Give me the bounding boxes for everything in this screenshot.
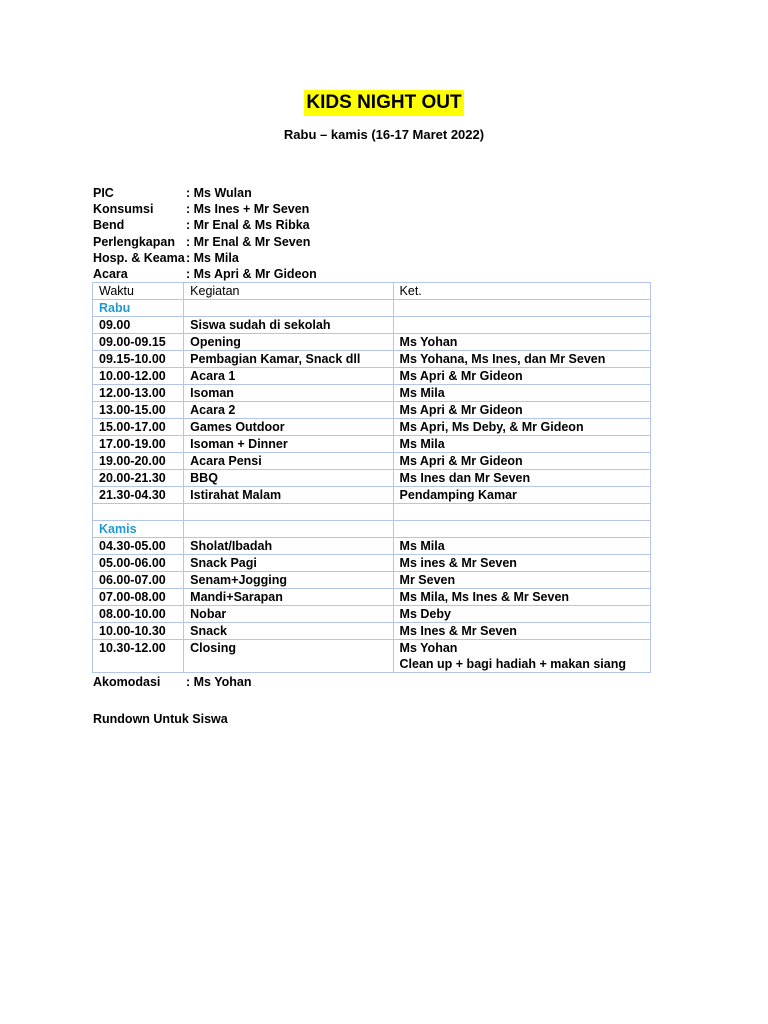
activity-cell: Isoman [184, 385, 393, 402]
time-cell: 08.00-10.00 [93, 606, 184, 623]
after-table [93, 674, 252, 726]
day-row [93, 521, 651, 538]
col-header-ket: Ket. [393, 283, 650, 300]
note-cell: Pendamping Kamar [393, 487, 650, 504]
note-cell [393, 640, 650, 673]
col-header-kegiatan: Kegiatan [184, 283, 393, 300]
activity-cell: Snack [184, 623, 393, 640]
table-row [93, 555, 651, 572]
activity-cell: Mandi+Sarapan [184, 589, 393, 606]
table-row [93, 572, 651, 589]
activity-cell: Isoman + Dinner [184, 436, 393, 453]
table-row [93, 623, 651, 640]
time-cell: 04.30-05.00 [93, 538, 184, 555]
note-cell: Ms Yohan [393, 334, 650, 351]
time-cell: 10.00-12.00 [93, 368, 184, 385]
table-row [93, 538, 651, 555]
pic-value: : Ms Ines + Mr Seven [186, 202, 310, 217]
pic-role: Konsumsi [93, 202, 154, 217]
table-row [93, 419, 651, 436]
table-row [93, 334, 651, 351]
pic-role: Perlengkapan [93, 234, 175, 249]
time-cell: 19.00-20.00 [93, 453, 184, 470]
pic-role: Akomodasi [93, 675, 161, 689]
time-cell: 15.00-17.00 [93, 419, 184, 436]
time-cell: 10.00-10.30 [93, 623, 184, 640]
time-cell: 10.30-12.00 [93, 640, 184, 673]
akomodasi-row [93, 674, 252, 690]
time-cell: 09.15-10.00 [93, 351, 184, 368]
pic-row [93, 266, 317, 282]
note-cell: Mr Seven [393, 572, 650, 589]
note-cell: Ms Deby [393, 606, 650, 623]
activity-cell: Acara 2 [184, 402, 393, 419]
table-row [93, 368, 651, 385]
pic-role: Acara [93, 266, 128, 281]
pic-role: PIC [93, 186, 114, 200]
activity-cell: Acara 1 [184, 368, 393, 385]
pic-row [93, 201, 317, 217]
note-cell: Ms Apri, Ms Deby, & Mr Gideon [393, 419, 650, 436]
note-cell: Ms ines & Mr Seven [393, 555, 650, 572]
note-cell: Ms Yohana, Ms Ines, dan Mr Seven [393, 351, 650, 368]
time-cell: 13.00-15.00 [93, 402, 184, 419]
activity-cell: Snack Pagi [184, 555, 393, 572]
note-cell: Ms Apri & Mr Gideon [393, 368, 650, 385]
table-row [93, 640, 651, 673]
time-cell: 17.00-19.00 [93, 436, 184, 453]
activity-cell: Istirahat Malam [184, 487, 393, 504]
pic-list [93, 185, 317, 282]
table-row [93, 606, 651, 623]
table-row [93, 470, 651, 487]
table-row [93, 402, 651, 419]
note-cell: Ms Mila [393, 538, 650, 555]
activity-cell: Games Outdoor [184, 419, 393, 436]
date-subtitle: Rabu – kamis (16-17 Maret 2022) [283, 127, 485, 142]
pic-value: : Mr Enal & Ms Ribka [186, 218, 310, 233]
note-cell: Ms Ines dan Mr Seven [393, 470, 650, 487]
activity-cell: Pembagian Kamar, Snack dll [184, 351, 393, 368]
activity-cell: Siswa sudah di sekolah [184, 317, 393, 334]
table-row [93, 487, 651, 504]
spacer-row [93, 504, 651, 521]
note-line: Clean up + bagi hadiah + makan siang [399, 657, 626, 671]
note-cell: Ms Apri & Mr Gideon [393, 453, 650, 470]
time-cell: 07.00-08.00 [93, 589, 184, 606]
day-row [93, 300, 651, 317]
pic-row [93, 217, 317, 233]
note-cell: Ms Mila, Ms Ines & Mr Seven [393, 589, 650, 606]
footer-text: Rundown Untuk Siswa [93, 712, 228, 727]
col-header-waktu: Waktu [93, 283, 184, 300]
note-cell [393, 317, 650, 334]
table-row [93, 351, 651, 368]
pic-value: : Ms Yohan [186, 675, 252, 689]
pic-value: : Mr Enal & Mr Seven [186, 234, 311, 249]
page-title: KIDS NIGHT OUT [304, 90, 463, 116]
activity-cell: Closing [184, 640, 393, 673]
activity-cell: Senam+Jogging [184, 572, 393, 589]
activity-cell: Opening [184, 334, 393, 351]
pic-role: Bend [93, 218, 125, 233]
note-cell: Ms Apri & Mr Gideon [393, 402, 650, 419]
activity-cell: Nobar [184, 606, 393, 623]
day-label-rabu: Rabu [93, 300, 184, 317]
time-cell: 05.00-06.00 [93, 555, 184, 572]
table-row [93, 453, 651, 470]
note-cell: Ms Ines & Mr Seven [393, 623, 650, 640]
pic-value: : Ms Apri & Mr Gideon [186, 266, 317, 281]
pic-value: : Ms Wulan [186, 186, 252, 200]
table-header-row [93, 283, 651, 300]
table-row [93, 589, 651, 606]
note-cell: Ms Mila [393, 436, 650, 453]
pic-row [93, 234, 317, 250]
table-row [93, 317, 651, 334]
day-label-kamis: Kamis [93, 521, 184, 538]
activity-cell: BBQ [184, 470, 393, 487]
time-cell: 09.00-09.15 [93, 334, 184, 351]
time-cell: 06.00-07.00 [93, 572, 184, 589]
note-line: Ms Yohan [399, 641, 458, 655]
time-cell: 12.00-13.00 [93, 385, 184, 402]
table-row [93, 385, 651, 402]
schedule-table [92, 282, 651, 673]
pic-value: : Ms Mila [186, 250, 239, 265]
pic-row [93, 250, 317, 266]
time-cell: 09.00 [93, 317, 184, 334]
pic-role: Hosp. & Keama [93, 250, 185, 265]
pic-row [93, 185, 317, 201]
note-cell: Ms Mila [393, 385, 650, 402]
table-row [93, 436, 651, 453]
time-cell: 21.30-04.30 [93, 487, 184, 504]
activity-cell: Acara Pensi [184, 453, 393, 470]
time-cell: 20.00-21.30 [93, 470, 184, 487]
activity-cell: Sholat/Ibadah [184, 538, 393, 555]
